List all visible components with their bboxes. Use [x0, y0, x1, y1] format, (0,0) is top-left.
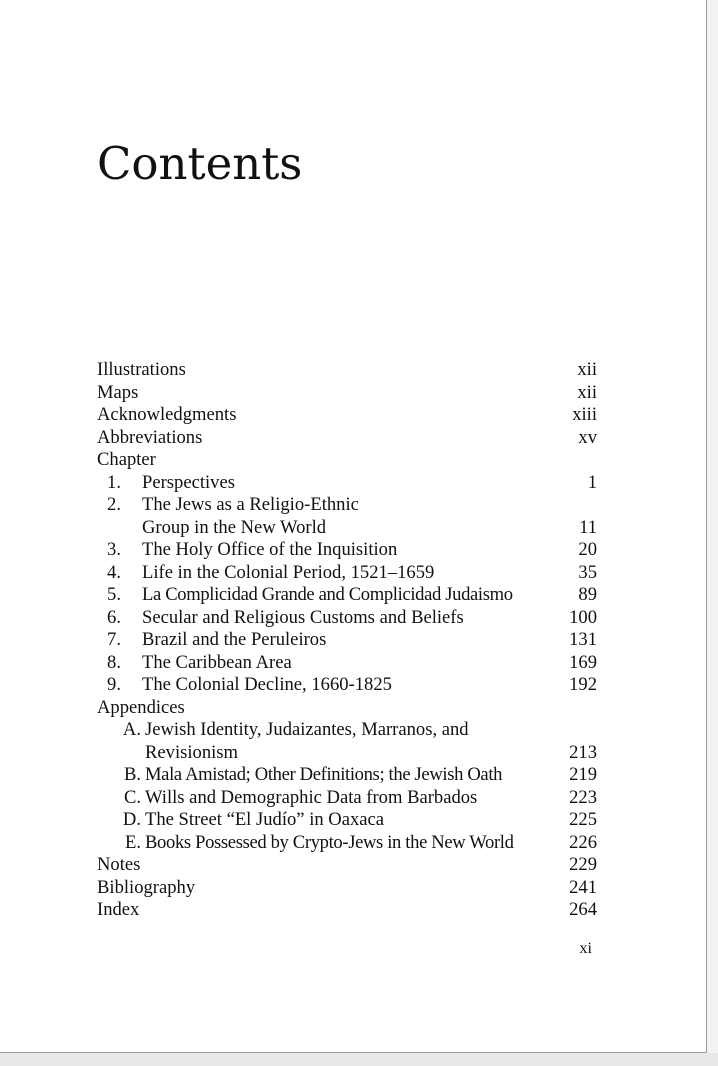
toc-entry-label: La Complicidad Grande and Complicidad Judaismo — [142, 584, 513, 605]
toc-section-label: Chapter — [97, 449, 156, 470]
toc-entry-bibliography — [97, 877, 597, 900]
toc-section-label: Appendices — [97, 696, 185, 718]
toc-entry-page: 131 — [569, 629, 597, 650]
toc-entry-page: 223 — [569, 786, 597, 808]
toc-appendix-c — [97, 787, 597, 810]
toc-entry-label: Maps — [97, 381, 139, 403]
table-of-contents — [97, 359, 597, 922]
toc-entry-label: Secular and Religious Customs and Beliefs — [142, 606, 464, 628]
toc-entry-page: 11 — [579, 516, 597, 538]
toc-entry-number: 9. — [107, 674, 121, 695]
toc-section-heading-chapter — [97, 449, 597, 472]
toc-entry-page: xii — [577, 381, 597, 403]
toc-entry-page: 213 — [569, 741, 597, 763]
toc-entry-maps — [97, 382, 597, 405]
toc-entry-label: Notes — [97, 854, 141, 875]
toc-chapter-2 — [97, 494, 597, 517]
toc-section-heading-appendices — [97, 697, 597, 720]
toc-entry-number: 1. — [107, 471, 121, 493]
toc-entry-acknowledgments — [97, 404, 597, 427]
toc-entry-page: 20 — [578, 539, 597, 560]
toc-entry-label: Wills and Demographic Data from Barbados — [145, 786, 478, 808]
toc-chapter-6 — [97, 607, 597, 630]
toc-entry-label: Life in the Colonial Period, 1521–1659 — [142, 561, 435, 583]
toc-entry-number: 7. — [107, 629, 121, 650]
page-number: xi — [579, 940, 592, 957]
toc-entry-number: B. — [123, 764, 141, 785]
toc-entry-page: 225 — [569, 809, 597, 830]
toc-entry-label: The Caribbean Area — [142, 651, 292, 673]
toc-entry-number: 2. — [107, 494, 121, 515]
toc-entry-page: 229 — [569, 854, 597, 875]
toc-entry-page: 1 — [587, 471, 597, 493]
toc-entry-notes — [97, 854, 597, 877]
toc-entry-label: Jewish Identity, Judaizantes, Marranos, and — [145, 719, 469, 740]
toc-entry-page: 100 — [569, 606, 597, 628]
toc-entry-number: 8. — [107, 651, 121, 673]
viewer-scroll-track[interactable] — [707, 0, 718, 1053]
toc-entry-number: 4. — [107, 561, 121, 583]
toc-entry-page: 226 — [569, 831, 597, 853]
toc-chapter-1 — [97, 472, 597, 495]
toc-entry-number: C. — [123, 786, 141, 808]
toc-chapter-5 — [97, 584, 597, 607]
toc-chapter-8 — [97, 652, 597, 675]
toc-entry-label-continued: Group in the New World — [142, 516, 327, 538]
toc-appendix-b — [97, 764, 597, 787]
toc-chapter-3 — [97, 539, 597, 562]
toc-entry-label: Abbreviations — [97, 426, 203, 448]
toc-entry-label: The Jews as a Religio-Ethnic — [142, 494, 359, 515]
toc-entry-number: D. — [122, 809, 141, 830]
toc-entry-page: xii — [577, 359, 597, 380]
toc-entry-page: 169 — [569, 651, 597, 673]
toc-appendix-e — [97, 832, 597, 855]
toc-entry-page: 219 — [569, 764, 597, 785]
toc-entry-label: Brazil and the Peruleiros — [142, 629, 327, 650]
toc-entry-page: 241 — [569, 876, 597, 898]
toc-entry-page: 89 — [578, 584, 597, 605]
toc-entry-label: The Colonial Decline, 1660-1825 — [142, 674, 392, 695]
toc-entry-number: A. — [122, 719, 141, 740]
toc-chapter-2-continued — [97, 517, 597, 540]
toc-entry-label: Perspectives — [142, 471, 235, 493]
toc-appendix-d — [97, 809, 597, 832]
toc-entry-number: E. — [124, 831, 141, 853]
toc-entry-index — [97, 899, 597, 922]
toc-entry-label: Books Possessed by Crypto-Jews in the New World — [145, 831, 514, 853]
toc-entry-label: Mala Amistad; Other Definitions; the Jewish Oath — [145, 764, 503, 785]
toc-entry-label-continued: Revisionism — [145, 741, 238, 763]
toc-entry-page: 264 — [569, 899, 597, 920]
toc-entry-page: xiii — [572, 404, 597, 425]
toc-entry-abbreviations — [97, 427, 597, 450]
toc-entry-label: The Holy Office of the Inquisition — [142, 539, 398, 560]
toc-entry-number: 3. — [107, 539, 121, 560]
toc-entry-number: 5. — [107, 584, 121, 605]
toc-entry-label: The Street “El Judío” in Oaxaca — [145, 809, 385, 830]
toc-appendix-a-continued — [97, 742, 597, 765]
toc-entry-label: Bibliography — [97, 876, 196, 898]
toc-entry-page: xv — [578, 426, 597, 448]
page-title: Contents — [97, 137, 303, 190]
toc-appendix-a — [97, 719, 597, 742]
toc-entry-illustrations — [97, 359, 597, 382]
toc-entry-label: Illustrations — [97, 359, 186, 380]
toc-chapter-7 — [97, 629, 597, 652]
toc-chapter-9 — [97, 674, 597, 697]
toc-entry-page: 192 — [569, 674, 597, 695]
toc-entry-number: 6. — [107, 606, 121, 628]
toc-entry-label: Index — [97, 899, 140, 920]
toc-entry-label: Acknowledgments — [97, 404, 237, 425]
toc-entry-page: 35 — [578, 561, 597, 583]
toc-chapter-4 — [97, 562, 597, 585]
